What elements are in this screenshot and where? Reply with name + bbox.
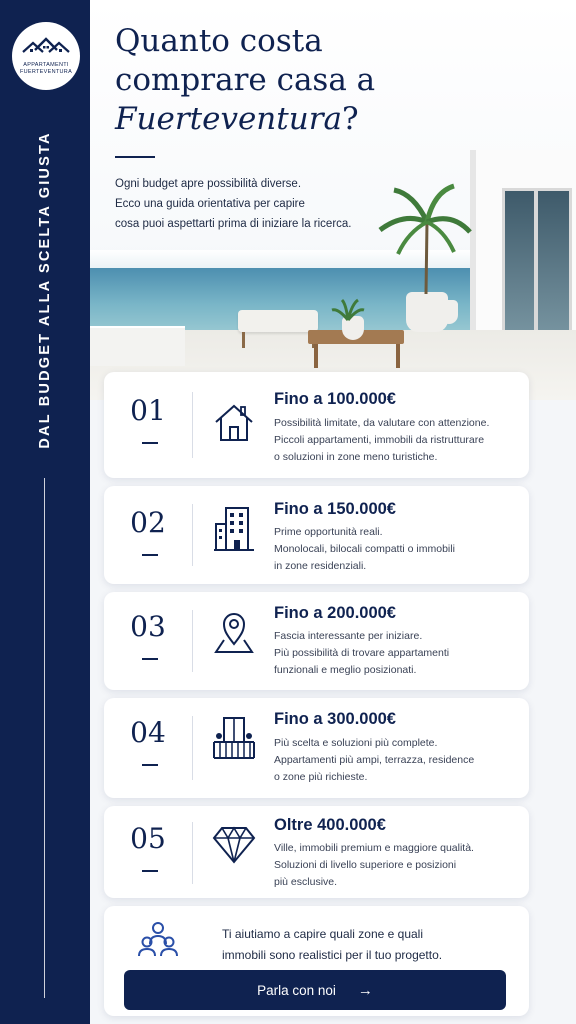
building-icon — [212, 506, 256, 552]
budget-card-02[interactable] — [104, 486, 529, 584]
contact-us-label: Parla con noi — [257, 982, 336, 998]
page-title: Quanto costa comprare casa a Fuerteventura? — [115, 23, 376, 137]
card-description: Prime opportunità reali. Monolocali, bilocali compatti o immobili in zone residenziali. — [274, 526, 455, 572]
card-number: 02 — [130, 506, 166, 539]
logo-text-line1: APPARTAMENTI — [23, 62, 69, 68]
arrow-right-icon: → — [357, 981, 373, 999]
card-description: Ville, immobili premium e maggiore qualità. Soluzioni di livello superiore e posizioni più esclusive. — [274, 842, 474, 888]
card-number: 04 — [130, 716, 166, 749]
palm-plant — [374, 182, 474, 297]
card-number: 01 — [130, 394, 166, 427]
terrace-wall — [90, 326, 185, 366]
card-description: Fascia interessante per iniziare. Più possibilità di trovare appartamenti funzionali e meglio posizionati. — [274, 630, 450, 676]
budget-card-04[interactable] — [104, 698, 529, 798]
budget-card-03[interactable] — [104, 592, 529, 690]
contact-text: Ti aiutiamo a capire quali zone e quali immobili sono realistici per il tuo progetto. — [222, 927, 443, 962]
card-title: Oltre 400.000€ — [274, 816, 386, 834]
card-title: Fino a 300.000€ — [274, 710, 396, 728]
logo-text-line2: FUERTEVENTURA — [19, 69, 73, 75]
card-title: Fino a 150.000€ — [274, 500, 396, 518]
card-title: Fino a 200.000€ — [274, 604, 396, 622]
budget-card-01[interactable] — [104, 372, 529, 478]
house-icon — [212, 400, 256, 444]
budget-card-05[interactable] — [104, 806, 529, 898]
houses-logo-icon — [21, 36, 71, 60]
intro-text: Ogni budget apre possibilità diverse. Ecco una guida orientativa per capire cosa puoi aspettarti prima di iniziare la ricerca. — [115, 178, 352, 230]
map-pin-icon — [212, 610, 256, 656]
card-description: Più scelta e soluzioni più complete. Appartamenti più ampi, terrazza, residence o zone più richieste. — [274, 737, 475, 783]
card-number: 05 — [130, 822, 166, 855]
diamond-icon — [212, 824, 256, 866]
card-description: Possibilità limitate, da valutare con attenzione. Piccoli appartamenti, immobili da ristrutturare o soluzioni in zone meno turistiche. — [274, 417, 490, 463]
contact-card — [104, 906, 529, 1016]
card-title: Fino a 100.000€ — [274, 390, 396, 408]
team-icon — [136, 920, 180, 960]
sidebar-tagline: DAL BUDGET ALLA SCELTA GIUSTA — [37, 131, 53, 449]
title-underline — [115, 156, 155, 158]
brand-logo[interactable] — [12, 22, 80, 90]
sidebar — [0, 0, 90, 1024]
sidebar-divider-line — [44, 478, 45, 998]
sun-lounger — [238, 310, 318, 332]
card-number: 03 — [130, 610, 166, 643]
balcony-icon — [212, 716, 256, 762]
contact-us-button[interactable] — [124, 970, 506, 1010]
